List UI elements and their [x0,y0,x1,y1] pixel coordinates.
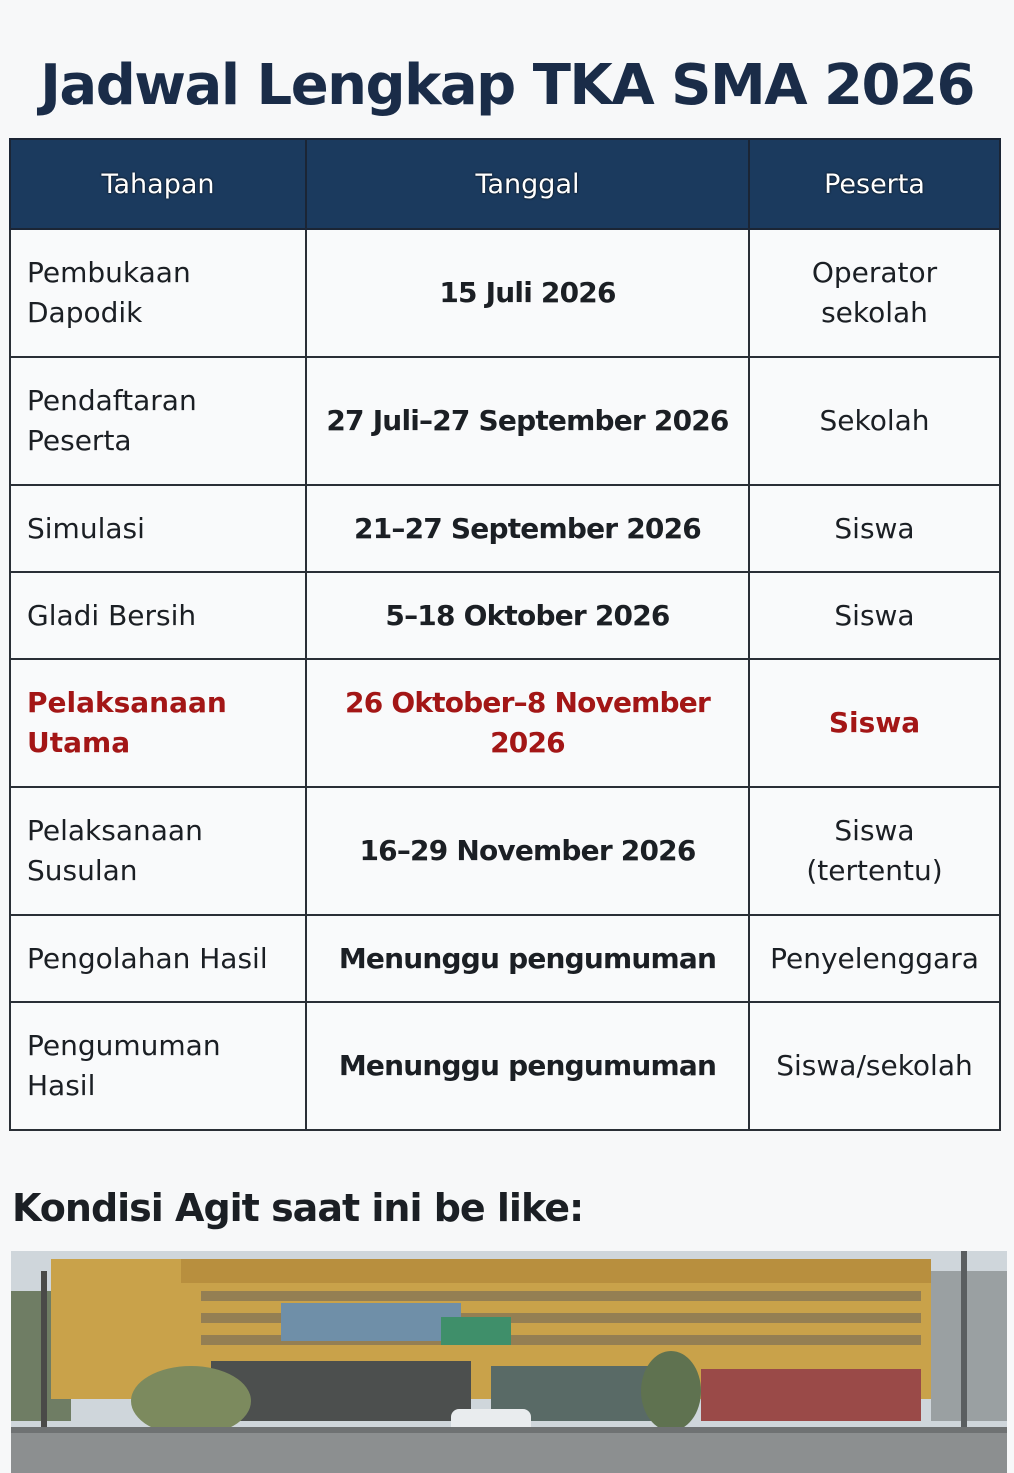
date-cell: 27 Juli–27 September 2026 [306,357,749,485]
stage-cell: Pengolahan Hasil [10,915,306,1002]
table-row-highlighted [10,659,1000,787]
date-cell: 15 Juli 2026 [306,229,749,357]
stage-cell: Pembukaan Dapodik [10,229,306,357]
table-header-row [10,139,1000,229]
participant-cell: Penyelenggara [749,915,1000,1002]
stage-cell: Pengumuman Hasil [10,1002,306,1130]
table-row [10,1002,1000,1130]
table-row [10,229,1000,357]
column-header-peserta: Peserta [749,139,1000,229]
street-scene-illustration [11,1251,1007,1473]
participant-cell: Sekolah [749,357,1000,485]
participant-cell: Siswa [749,572,1000,659]
table-row [10,787,1000,915]
column-header-tahapan: Tahapan [10,139,306,229]
participant-cell: Siswa/sekolah [749,1002,1000,1130]
street-photo [11,1251,1007,1473]
stage-cell: Pelaksanaan Utama [10,659,306,787]
participant-cell: Siswa (tertentu) [749,787,1000,915]
stage-cell: Gladi Bersih [10,572,306,659]
column-header-tanggal: Tanggal [306,139,749,229]
date-cell: Menunggu pengumuman [306,915,749,1002]
table-row [10,485,1000,572]
table-row [10,572,1000,659]
stage-cell: Pendaftaran Peserta [10,357,306,485]
participant-cell: Siswa [749,485,1000,572]
date-cell: 26 Oktober–8 November 2026 [306,659,749,787]
table-row [10,915,1000,1002]
stage-cell: Simulasi [10,485,306,572]
participant-cell: Operator sekolah [749,229,1000,357]
page-title: Jadwal Lengkap TKA SMA 2026 [40,53,974,118]
schedule-table [9,138,1001,1131]
participant-cell: Siswa [749,659,1000,787]
stage-cell: Pelaksanaan Susulan [10,787,306,915]
date-cell: 5–18 Oktober 2026 [306,572,749,659]
caption-text: Kondisi Agit saat ini be like: [12,1186,584,1230]
date-cell: Menunggu pengumuman [306,1002,749,1130]
date-cell: 16–29 November 2026 [306,787,749,915]
date-cell: 21–27 September 2026 [306,485,749,572]
table-row [10,357,1000,485]
